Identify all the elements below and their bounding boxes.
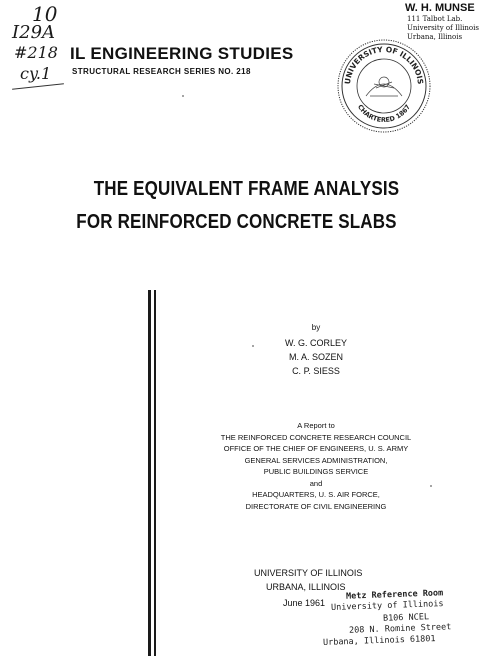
- owner-stamp-address: 111 Talbot Lab.: [407, 15, 463, 23]
- svg-text:UNIVERSITY OF ILLINOIS: [343, 45, 425, 85]
- handwritten-note-call-number: I29A: [12, 22, 56, 43]
- author-name: C. P. SIESS: [292, 366, 340, 376]
- owner-stamp-university: University of Illinois: [407, 24, 479, 32]
- paper-speck: [430, 485, 432, 487]
- library-stamp-room: Metz Reference Room: [345, 588, 444, 602]
- handwritten-note-number: 10: [32, 2, 58, 26]
- paper-speck: [182, 95, 184, 97]
- seal-bottom-text: CHARTERED 1867: [355, 103, 413, 125]
- report-line: GENERAL SERVICES ADMINISTRATION,: [244, 455, 388, 465]
- university-seal-icon: [336, 38, 432, 134]
- report-line: OFFICE OF THE CHIEF OF ENGINEERS, U. S. ARMY: [223, 444, 409, 453]
- handwritten-note-series-number: #218: [14, 43, 58, 62]
- seal-top-text: UNIVERSITY OF ILLINOIS: [342, 44, 426, 85]
- handwritten-note-copy: cy.1: [20, 64, 52, 83]
- svg-text:CHARTERED 1867: [356, 103, 412, 124]
- by-label: by: [311, 323, 321, 332]
- title-line-2: FOR REINFORCED CONCRETE SLABS: [76, 211, 397, 233]
- library-stamp-building: B106 NCEL: [382, 612, 430, 624]
- paper-speck: [252, 345, 254, 347]
- report-recipients: [196, 420, 436, 512]
- publisher-city: URBANA, ILLINOIS: [266, 582, 346, 592]
- handwritten-underline: [12, 83, 64, 89]
- library-stamp-city: Urbana, Illinois 61801: [322, 634, 436, 648]
- library-stamp-university: University of Illinois: [330, 599, 444, 613]
- owner-stamp-name: W. H. MUNSE: [405, 2, 475, 14]
- report-line: PUBLIC BUILDINGS SERVICE: [263, 467, 369, 476]
- author-name: M. A. SOZEN: [288, 352, 343, 362]
- owner-stamp-city: Urbana, Illinois: [407, 33, 463, 41]
- report-line: HEADQUARTERS, U. S. AIR FORCE,: [252, 490, 380, 499]
- document-title: [0, 178, 499, 234]
- report-line: A Report to: [297, 421, 335, 430]
- publisher-university: UNIVERSITY OF ILLINOIS: [254, 568, 363, 578]
- series-title: IL ENGINEERING STUDIES: [70, 44, 294, 63]
- series-subtitle: STRUCTURAL RESEARCH SERIES NO. 218: [72, 67, 251, 76]
- report-line: DIRECTORATE OF CIVIL ENGINEERING: [245, 501, 387, 511]
- publication-date: June 1961: [283, 598, 326, 608]
- library-stamp-street: 208 N. Romine Street: [348, 622, 452, 636]
- author-name: W. G. CORLEY: [284, 338, 347, 348]
- decorative-bar-right: [154, 290, 156, 656]
- title-line-1: THE EQUIVALENT FRAME ANALYSIS: [93, 178, 400, 200]
- report-line: and: [309, 478, 323, 488]
- report-line: THE REINFORCED CONCRETE RESEARCH COUNCIL: [220, 432, 412, 442]
- decorative-bar-left: [148, 290, 151, 656]
- author-list: [196, 336, 436, 378]
